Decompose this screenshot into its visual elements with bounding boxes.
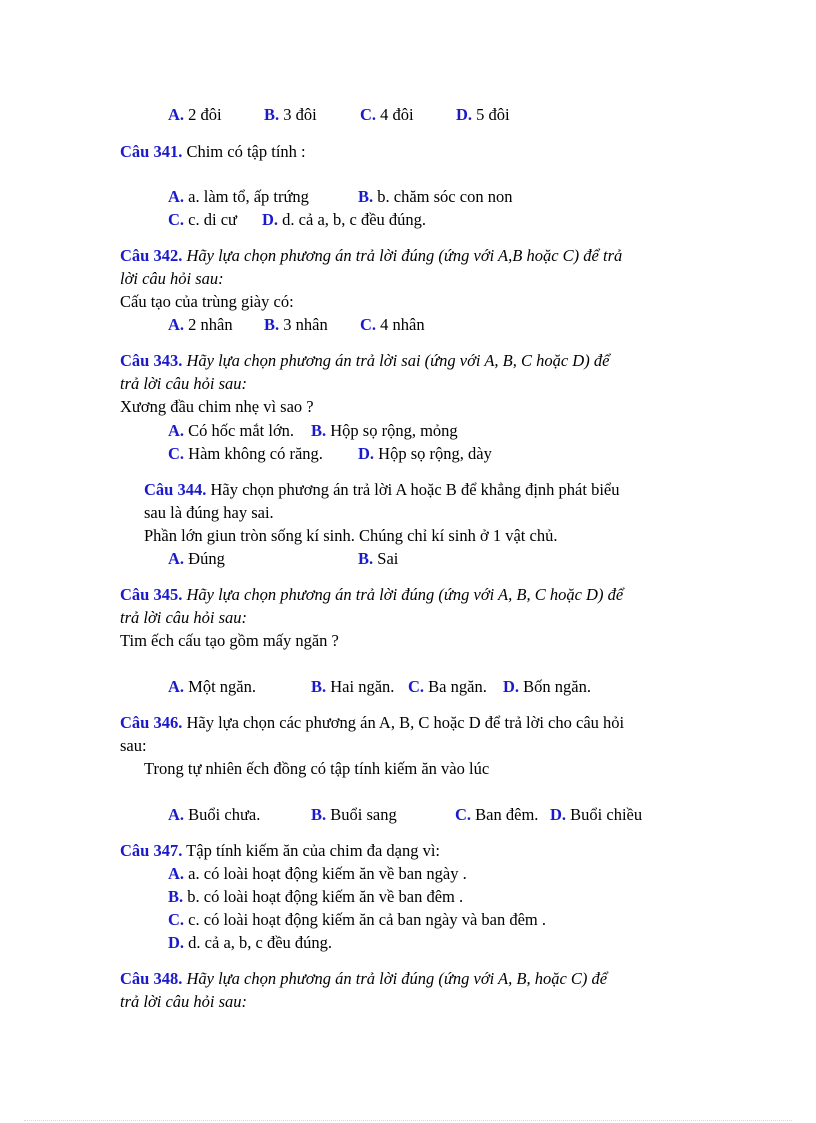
option-b: B. Sai <box>358 549 399 568</box>
option-a: A. 2 đôi <box>168 105 222 124</box>
option-a: A. Buổi chưa. <box>168 805 261 824</box>
option-c: C. c. di cư <box>168 210 237 229</box>
question-346-instruction: Câu 346. Hãy lựa chọn các phương án A, B, C hoặc D để trả lời cho câu hỏi <box>120 713 625 732</box>
question-348-instruction: Câu 348. Hãy lựa chọn phương án trả lời đúng (ứng với A, B, hoặc C) để <box>120 969 608 988</box>
option-a: A. Đúng <box>168 549 225 568</box>
page-bottom-divider <box>24 1120 792 1121</box>
option-d: D. Hộp sọ rộng, dày <box>358 444 492 463</box>
option-c: C. 4 nhân <box>360 315 425 334</box>
option-a: A. Có hốc mắt lớn. <box>168 421 295 440</box>
option-a: A. 2 nhân <box>168 315 233 334</box>
question-348-instruction-cont: trả lời câu hỏi sau: <box>120 992 248 1011</box>
question-347-stem: Câu 347. Tập tính kiếm ăn của chim đa dạng vì: <box>120 841 441 860</box>
option-b: B. Hai ngăn. <box>311 677 395 696</box>
question-345-instruction-cont: trả lời câu hỏi sau: <box>120 608 248 627</box>
question-342-stem: Cấu tạo của trùng giày có: <box>120 292 294 311</box>
option-c: C. c. có loài hoạt động kiếm ăn cả ban ngày và ban đêm . <box>168 910 547 929</box>
question-344-instruction-cont: sau là đúng hay sai. <box>144 503 274 522</box>
option-b: B. b. có loài hoạt động kiếm ăn về ban đêm . <box>168 887 464 906</box>
question-341-stem: Câu 341. Chim có tập tính : <box>120 142 306 161</box>
option-b: B. 3 nhân <box>264 315 328 334</box>
question-346-stem: Trong tự nhiên ếch đồng có tập tính kiếm ăn vào lúc <box>144 759 490 778</box>
question-344-stem: Phần lớn giun tròn sống kí sinh. Chúng chỉ kí sinh ở 1 vật chủ. <box>144 526 558 545</box>
option-b: B. Buổi sang <box>311 805 397 824</box>
option-c: C. Hàm không có răng. <box>168 444 323 463</box>
option-b: B. 3 đôi <box>264 105 317 124</box>
question-343-instruction-cont: trả lời câu hỏi sau: <box>120 374 248 393</box>
option-d: D. 5 đôi <box>456 105 510 124</box>
option-c: C. 4 đôi <box>360 105 414 124</box>
option-c: C. Ba ngăn. <box>408 677 487 696</box>
question-345-instruction: Câu 345. Hãy lựa chọn phương án trả lời đúng (ứng với A, B, C hoặc D) để <box>120 585 624 604</box>
option-a: A. Một ngăn. <box>168 677 257 696</box>
option-d: D. Buổi chiều <box>550 805 643 824</box>
question-343-stem: Xương đầu chim nhẹ vì sao ? <box>120 397 314 416</box>
option-b: B. b. chăm sóc con non <box>358 187 513 206</box>
option-c: C. Ban đêm. <box>455 805 539 824</box>
question-342-instruction: Câu 342. Hãy lựa chọn phương án trả lời đúng (ứng với A,B hoặc C) để trả <box>120 246 623 265</box>
option-d: D. Bốn ngăn. <box>503 677 592 696</box>
option-a: A. a. làm tổ, ấp trứng <box>168 187 309 206</box>
option-d: D. d. cả a, b, c đều đúng. <box>262 210 427 229</box>
option-d: D. d. cả a, b, c đều đúng. <box>168 933 333 952</box>
question-346-instruction-cont: sau: <box>120 736 147 755</box>
option-a: A. a. có loài hoạt động kiếm ăn về ban ngày . <box>168 864 467 883</box>
question-345-stem: Tim ếch cấu tạo gồm mấy ngăn ? <box>120 631 339 650</box>
question-343-instruction: Câu 343. Hãy lựa chọn phương án trả lời sai (ứng với A, B, C hoặc D) để <box>120 351 610 370</box>
question-344-instruction: Câu 344. Hãy chọn phương án trả lời A hoặc B để khẳng định phát biểu <box>144 480 620 499</box>
question-342-instruction-cont: lời câu hỏi sau: <box>120 269 224 288</box>
option-b: B. Hộp sọ rộng, mỏng <box>311 421 458 440</box>
